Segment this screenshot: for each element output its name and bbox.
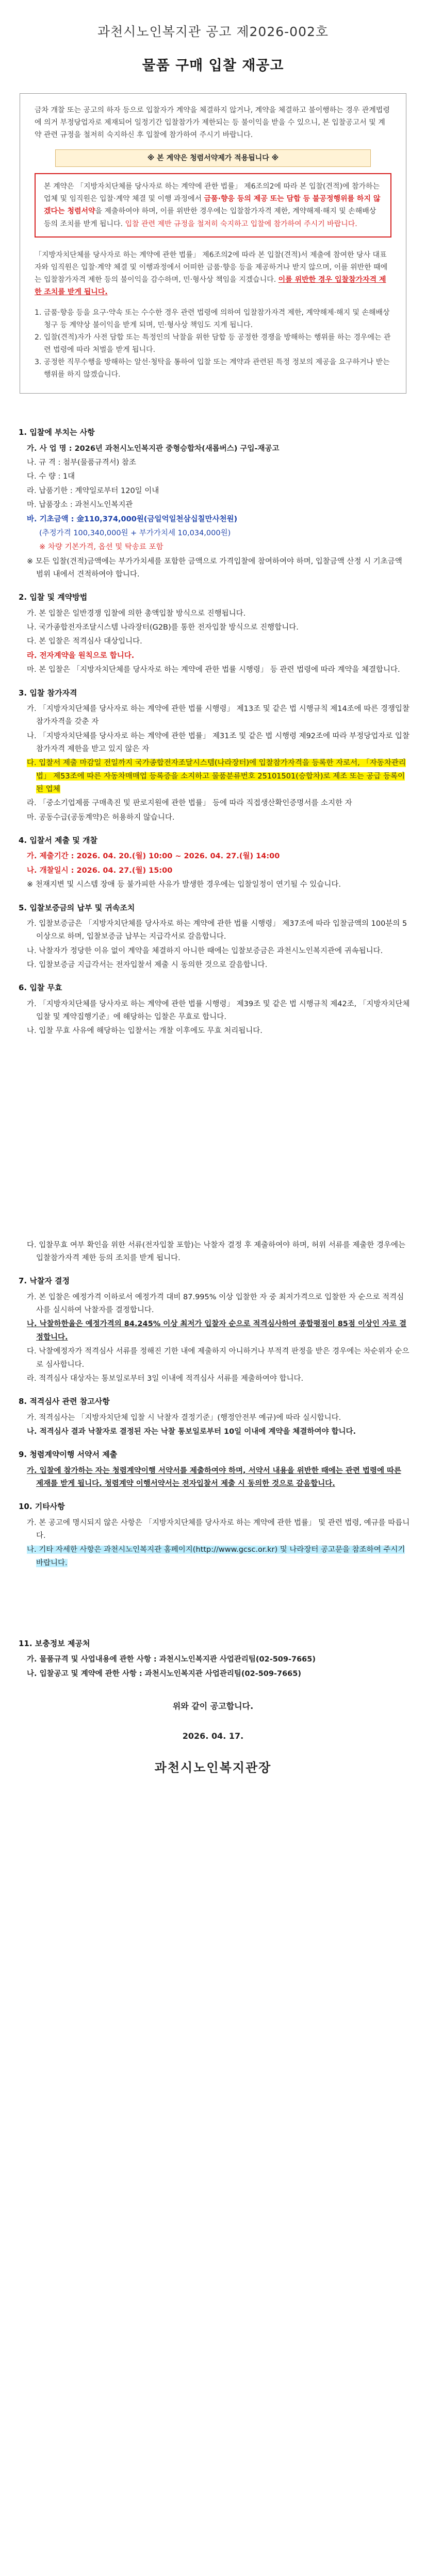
section-item: 가. 「지방자치단체를 당사자로 하는 계약에 관한 법률 시행령」 제13조 및 같은 법 시행규칙 제14조에 따른 경쟁입찰 참가자격을 갖춘 자 bbox=[27, 704, 409, 726]
section-item: 가. 사 업 명 : 2026년 과천시노인복지관 중형승합차(새롭버스) 구입-재공고 bbox=[27, 444, 280, 453]
section-item: 가. 물품규격 및 사업내용에 관한 사항 : 과천시노인복지관 사업관리팀(02-509-7665) bbox=[27, 1655, 316, 1664]
section-title: 6. 입찰 무효 bbox=[19, 983, 62, 993]
section-title: 3. 입찰 참가자격 bbox=[19, 688, 77, 698]
section-item: 라. 적격심사 대상자는 통보일로부터 3일 이내에 적격심사 서류를 제출하여야 합니다. bbox=[27, 1374, 304, 1383]
section-item: 나. 「지방자치단체를 당사자로 하는 계약에 관한 법률」 제31조 및 같은 법 시행령 제92조에 따라 부정당업자로 입찰참가자격 제한을 받고 있지 않은 자 bbox=[27, 732, 409, 753]
section-item: 다. 입찰서 제출 마감일 전일까지 국가종합전자조달시스템(나라장터)에 입찰참가자격을 등록한 자로서, 「자동차관리법」 제53조에 따른 자동차매매업 등록증을 소지하고 물품분류번호 25101501(승합차)로 제조 또는 공급 등록이 된 업체 bbox=[27, 759, 406, 794]
section-item: 가. 적격심사는 「지방자치단체 입찰 시 낙찰자 결정기준」(행정안전부 예규)에 따라 실시합니다. bbox=[27, 1413, 341, 1422]
section-item: 나. 입찰 무효 사유에 해당하는 입찰서는 개찰 이후에도 무효 처리됩니다. bbox=[27, 1027, 263, 1036]
section-item: 나. 입찰공고 및 계약에 관한 사항 : 과천시노인복지관 사업관리팀(02-509-7665) bbox=[27, 1669, 301, 1678]
document-title: 물품 구매 입찰 재공고 bbox=[142, 57, 284, 74]
section-item: ※ 차량 기본가격, 옵션 및 탁송료 포함 bbox=[39, 543, 163, 552]
section-item: 마. 공동수급(공동계약)은 허용하지 않습니다. bbox=[27, 813, 175, 822]
section-note: ※ 천재지변 및 시스템 장애 등 불가피한 사유가 발생한 경우에는 입찰일정이 연기될 수 있습니다. bbox=[27, 880, 341, 889]
section-item: 가. 입찰보증금은 「지방자치단체를 당사자로 하는 계약에 관한 법률 시행령」 제37조에 따라 입찰금액의 100분의 5 이상으로 하며, 입찰보증금 납부는 지급각서로 갈음합니다. bbox=[27, 919, 407, 941]
pledge-paragraph-text: 「지방자치단체를 당사자로 하는 계약에 관한 법률」 제6조의2에 따라 본 입찰(견적)서 제출에 참여한 당사 대표자와 임직원은 입찰·계약 체결 및 이행과정에서 어떠한 금품·향응 등을 제공하거나 받지 않으며, 이를 위반한 때에는 입찰참가자격 제한 등의 불이익을 감수하며, 민·형사상 책임을 지겠습니다. bbox=[35, 250, 388, 284]
section-7 bbox=[15, 1274, 411, 1385]
section-title: 1. 입찰에 부치는 사항 bbox=[19, 428, 95, 437]
issuing-organization: 과천시노인복지관장 bbox=[154, 1760, 272, 1775]
section-title: 10. 기타사항 bbox=[19, 1502, 65, 1512]
pledge-list-item: 3. 공정한 직무수행을 방해하는 알선·청탁을 통하여 입찰 또는 계약과 관련된 특정 정보의 제공을 요구하거나 받는 행위를 하지 않겠습니다. bbox=[35, 358, 390, 379]
section-item: 다. 낙찰예정자가 적격심사 서류를 정해진 기한 내에 제출하지 아니하거나 부적격 판정을 받은 경우에는 차순위자 순으로 심사합니다. bbox=[27, 1347, 409, 1369]
section-item: 나. 낙찰하한율은 예정가격의 84.245% 이상 최저가 입찰자 순으로 적격심사하여 종합평점이 85점 이상인 자로 결정합니다. bbox=[27, 1320, 407, 1342]
section-item: 라. 전자계약을 원칙으로 합니다. bbox=[27, 651, 135, 660]
section-item: 마. 본 입찰은 「지방자치단체를 당사자로 하는 계약에 관한 법률 시행령」 등 관련 법령에 따라 계약을 체결합니다. bbox=[27, 666, 400, 674]
section-title: 2. 입찰 및 계약방법 bbox=[19, 592, 88, 602]
pledge-text-a: 본 계약은 「지방자치단체를 당사자로 하는 계약에 관한 법률」 제6조의2에 따라 본 입찰(견적)에 참가하는 업체 및 임직원은 입찰·계약 체결 및 이행 과정에서 bbox=[44, 182, 380, 204]
section-item: 나. 규 격 : 첨부(물품규격서) 참조 bbox=[27, 459, 136, 467]
pledge-list-item: 2. 입찰(견적)자가 사전 담합 또는 특정인의 낙찰을 위한 담합 등 공정한 경쟁을 방해하는 행위를 하는 경우에는 관련 법령에 따라 처벌을 받게 됩니다. bbox=[35, 333, 391, 354]
section-note: ※ 모든 입찰(견적)금액에는 부가가치세를 포함한 금액으로 가격입찰에 참여하여야 하며, 입찰금액 산정 시 기초금액 범위 내에서 견적하여야 합니다. bbox=[27, 557, 402, 579]
section-item: 나. 개찰일시 : 2026. 04. 27.(월) 15:00 bbox=[27, 866, 173, 875]
section-5 bbox=[15, 901, 411, 972]
section-item: 가. 본 입찰은 일반경쟁 입찰에 의한 총액입찰 방식으로 진행됩니다. bbox=[27, 609, 246, 618]
section-10 bbox=[15, 1500, 411, 1570]
blank-space bbox=[15, 1039, 411, 1230]
section-title: 9. 청렴계약이행 서약서 제출 bbox=[19, 1450, 118, 1460]
section-item: 다. 입찰보증금 지급각서는 전자입찰서 제출 시 동의한 것으로 갈음합니다. bbox=[27, 960, 268, 969]
section-item: 다. 입찰무효 여부 확인을 위한 서류(전자입찰 포함)는 낙찰자 결정 후 제출하여야 하며, 허위 서류를 제출한 경우에는 입찰참가자격 제한 등의 조치를 받게 됩니다. bbox=[27, 1241, 405, 1263]
pledge-text-b: 금품·향응 등의 제공 또는 담합 등 불공정행위를 하지 않겠다는 청렴서약 bbox=[44, 195, 381, 216]
section-1 bbox=[15, 426, 411, 581]
section-6 bbox=[15, 981, 411, 1038]
section-2 bbox=[15, 590, 411, 676]
closing-statement: 위와 같이 공고합니다. bbox=[172, 1701, 254, 1711]
pledge-paragraph bbox=[35, 249, 391, 298]
section-item: 가. 「지방자치단체를 당사자로 하는 계약에 관한 법률 시행령」 제39조 및 같은 법 시행규칙 제42조, 「지방자치단체 입찰 및 계약집행기준」에 해당하는 입찰은 무효로 합니다. bbox=[27, 999, 410, 1021]
integrity-pledge-box bbox=[35, 173, 391, 237]
section-3 bbox=[15, 686, 411, 825]
pledge-paragraph-highlight: 이를 위반한 경우 입찰참가자격 제한 조치를 받게 됩니다. bbox=[35, 275, 386, 296]
notice-date: 2026. 04. 17. bbox=[182, 1731, 244, 1741]
notice-box bbox=[20, 93, 406, 394]
section-item: 가. 본 입찰은 예정가격 이하로서 예정가격 대비 87.995% 이상 입찰한 자 중 최저가격으로 입찰한 자 순으로 적격심사를 실시하여 낙찰자를 결정합니다. bbox=[27, 1293, 404, 1315]
section-6-continued bbox=[15, 1239, 411, 1265]
section-item: 바. 기초금액 : 金110,374,000원(금일억일천삼십칠만사천원) bbox=[27, 515, 238, 523]
section-item: 가. 제출기간 : 2026. 04. 20.(월) 10:00 ~ 2026. 04. 27.(월) 14:00 bbox=[27, 852, 280, 861]
section-item: (추정가격 100,340,000원 + 부가가치세 10,034,000원) bbox=[39, 529, 231, 537]
section-11 bbox=[15, 1637, 411, 1681]
section-9 bbox=[15, 1448, 411, 1490]
section-item: 나. 적격심사 결과 낙찰자로 결정된 자는 낙찰 통보일로부터 10일 이내에 계약을 체결하여야 합니다. bbox=[27, 1427, 356, 1436]
section-item: 나. 국가종합전자조달시스템 나라장터(G2B)를 통한 전자입찰 방식으로 진행합니다. bbox=[27, 623, 299, 632]
document-number: 과천시노인복지관 공고 제2026-002호 bbox=[97, 24, 329, 39]
section-4 bbox=[15, 834, 411, 891]
section-item: 가. 본 공고에 명시되지 않은 사항은 「지방자치단체를 당사자로 하는 계약에 관한 법률」 및 관련 법령, 예규를 따릅니다. bbox=[27, 1518, 410, 1540]
section-item: 나. 기타 자세한 사항은 과천시노인복지관 홈페이지(http://www.gcsc.or.kr) 및 나라장터 공고문을 참조하여 주시기 바랍니다. bbox=[27, 1546, 405, 1567]
section-title: 8. 적격심사 관련 참고사항 bbox=[19, 1397, 110, 1406]
section-title: 5. 입찰보증금의 납부 및 귀속조치 bbox=[19, 903, 135, 912]
section-item: 다. 본 입찰은 적격심사 대상입니다. bbox=[27, 637, 142, 646]
pledge-text-c: 을 제출하여야 하며, 이를 위반한 경우에는 입찰참가자격 제한, 계약해제·해지 및 손해배상 등의 조치를 받게 됩니다. bbox=[44, 207, 376, 228]
section-item: 라. 「중소기업제품 구매촉진 및 판로지원에 관한 법률」 등에 따라 직접생산확인증명서를 소지한 자 bbox=[27, 799, 352, 808]
section-item: 마. 납품장소 : 과천시노인복지관 bbox=[27, 501, 133, 510]
blank-space bbox=[15, 1571, 411, 1628]
pledge-list bbox=[35, 307, 391, 381]
section-title: 4. 입찰서 제출 및 개찰 bbox=[19, 836, 97, 845]
section-item: 가. 입찰에 참가하는 자는 청렴계약이행 서약서를 제출하여야 하며, 서약서 내용을 위반한 때에는 관련 법령에 따른 제재를 받게 됩니다. 청렴계약 이행서약서는 전자입찰서 제출 시 동의한 것으로 갈음합니다. bbox=[27, 1466, 402, 1488]
section-item: 라. 납품기한 : 계약일로부터 120일 이내 bbox=[27, 486, 159, 495]
pledge-list-item: 1. 금품·향응 등을 요구·약속 또는 수수한 경우 관련 법령에 의하여 입찰참가자격 제한, 계약해제·해지 및 손해배상 청구 등 계약상 불이익을 받게 되며, 민·형사상 책임도 지게 됩니다. bbox=[35, 308, 390, 330]
section-item: 다. 수 량 : 1대 bbox=[27, 472, 75, 481]
section-8 bbox=[15, 1395, 411, 1438]
notice-intro: 금차 개찰 또는 공고의 하자 등으로 입찰자가 계약을 체결하지 않거나, 계약을 체결하고 불이행하는 경우 관계법령에 의거 부정당업자로 제재되어 일정기간 입찰참가가 제한되는 등 불이익을 받을 수 있으니, 본 입찰공고서 및 계약 관련 규정을 철저히 숙지하신 후 입찰에 참가하여 주시기 바랍니다. bbox=[35, 106, 390, 140]
section-title: 11. 보충정보 제공처 bbox=[19, 1639, 90, 1649]
section-item: 나. 낙찰자가 정당한 이유 없이 계약을 체결하지 아니한 때에는 입찰보증금은 과천시노인복지관에 귀속됩니다. bbox=[27, 946, 383, 955]
section-title: 7. 낙찰자 결정 bbox=[19, 1276, 70, 1286]
pledge-text-d: 입찰 관련 제반 규정을 철저히 숙지하고 입찰에 참가하여 주시기 바랍니다. bbox=[125, 219, 357, 228]
integrity-pledge-heading: ※ 본 계약은 청렴서약제가 적용됩니다 ※ bbox=[55, 149, 371, 167]
